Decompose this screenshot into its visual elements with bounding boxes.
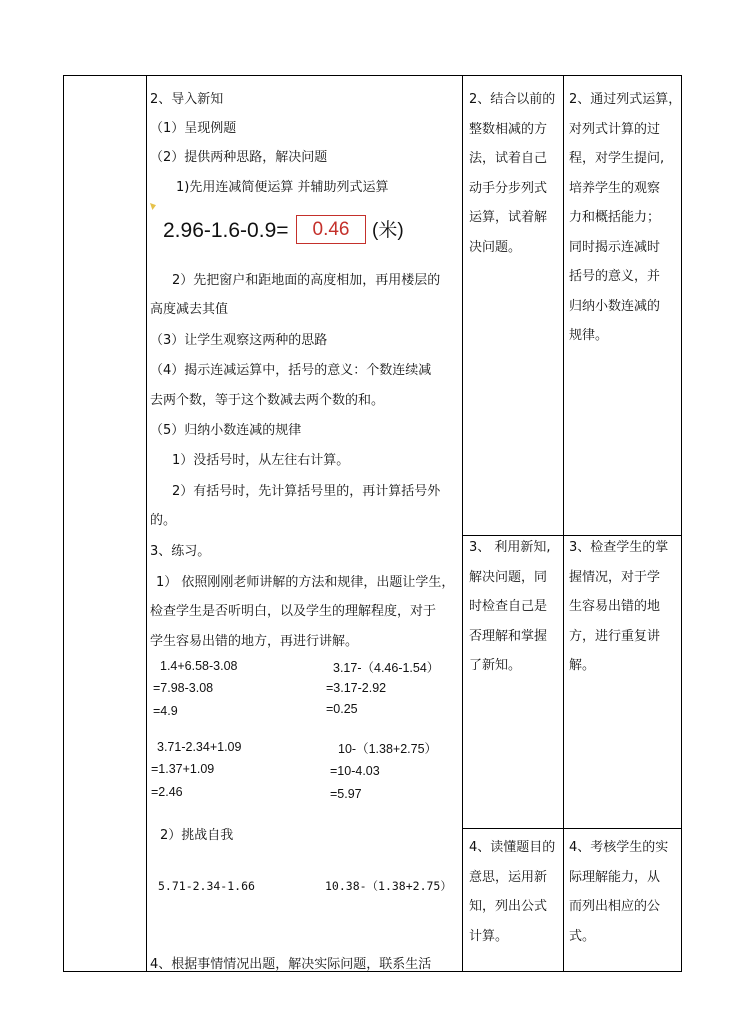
calc-d-line: =10-4.03 (330, 764, 380, 778)
design-intent-3 (569, 833, 668, 951)
calc-a-line: =4.9 (153, 704, 178, 718)
calc-a-line: =7.98-3.08 (153, 681, 214, 695)
practice-line-2: 检查学生是否听明白，以及学生的理解程度，对于 (150, 604, 437, 619)
student-activity-line: 时检查自己是 (469, 599, 548, 614)
calc-c-line: =2.46 (151, 785, 183, 799)
formula-expression: 2.96-1.6-0.9= (163, 219, 289, 242)
student-activity-line: 解决问题，同 (469, 569, 548, 585)
student-activity-line: 3、 利用新知, (469, 540, 551, 555)
step-4-line-1: （4）揭示连减运算中，括号的意义：个数连续减 (150, 363, 432, 378)
student-activity-1 (469, 85, 555, 262)
challenge-a: 5.71-2.34-1.66 (158, 879, 255, 893)
step-3: （3）让学生观察这两种的思路 (150, 333, 328, 348)
rule-2-line-1: 2）有括号时，先计算括号里的，再计算括号外 (172, 484, 441, 499)
student-activity-line: 整数相减的方 (469, 121, 548, 137)
rule-2-line-2: 的。 (150, 513, 177, 528)
design-intent-line: 归纳小数连减的 (569, 298, 661, 314)
design-intent-line: 2、通过列式运算， (569, 92, 682, 107)
design-intent-line: 生容易出错的地 (569, 599, 661, 614)
calc-d-line: =5.97 (330, 787, 362, 801)
design-intent-line: 对列式计算的过 (569, 121, 661, 137)
calc-c-line: 3.71-2.34+1.09 (157, 740, 242, 754)
column-divider-1 (146, 75, 147, 972)
student-activity-line: 计算。 (469, 928, 509, 944)
student-activity-3 (469, 833, 555, 951)
practice-line-1: 1） 依照刚刚老师讲解的方法和规律，出题让学生， (156, 575, 455, 590)
design-intent-line: 解。 (569, 658, 596, 673)
design-intent-line: 际理解能力，从 (569, 869, 661, 885)
calc-a-line: 1.4+6.58-3.08 (160, 659, 238, 673)
design-intent-line: 培养学生的观察 (569, 180, 661, 196)
section-2-title: 2、导入新知 (150, 92, 224, 107)
idea-2-line-1: 2）先把窗户和距地面的高度相加，再用楼层的 (172, 273, 441, 288)
step-4-line-2: 去两个数，等于这个数减去两个数的和。 (150, 393, 385, 408)
practice-line-3: 学生容易出错的地方，再进行讲解。 (150, 634, 359, 649)
calc-b-line: =3.17-2.92 (326, 681, 387, 695)
design-intent-line: 方，进行重复讲 (569, 628, 661, 644)
student-activity-line: 了新知。 (469, 658, 522, 673)
rule-1: 1）没括号时，从左往右计算。 (172, 453, 350, 468)
challenge-title: 2）挑战自我 (160, 828, 234, 843)
design-intent-line: 力和概括能力； (569, 210, 661, 225)
student-activity-line: 决问题。 (469, 239, 522, 255)
student-activity-2 (469, 533, 551, 681)
student-activity-line: 动手分步列式 (469, 180, 548, 196)
design-intent-1 (569, 85, 681, 351)
design-intent-line: 握情况，对于学 (569, 569, 661, 585)
idea-1: 1)先用连减简便运算 并辅助列式运算 (176, 180, 389, 195)
design-intent-line: 而列出相应的公 (569, 899, 661, 914)
design-intent-line: 规律。 (569, 328, 609, 343)
step-1: （1）呈现例题 (150, 121, 237, 136)
row-divider-2 (462, 828, 682, 829)
student-activity-line: 2、结合以前的 (469, 92, 556, 107)
design-intent-line: 式。 (569, 928, 596, 944)
idea-2-line-2: 高度减去其值 (150, 302, 229, 317)
design-intent-line: 3、检查学生的掌 (569, 540, 669, 555)
design-intent-line: 程，对学生提问, (569, 151, 665, 166)
calc-c-line: =1.37+1.09 (151, 762, 215, 776)
section-4-title: 4、根据事情情况出题，解决实际问题，联系生活 (150, 957, 432, 972)
student-activity-line: 4、读懂题目的 (469, 840, 556, 855)
calc-d-line: 10-（1.38+2.75） (338, 742, 438, 756)
step-5: （5）归纳小数连减的规律 (150, 423, 302, 438)
step-2: （2）提供两种思路，解决问题 (150, 150, 328, 165)
student-activity-line: 否理解和掌握 (469, 628, 548, 644)
student-activity-line: 运算，试着解 (469, 210, 548, 225)
student-activity-line: 意思，运用新 (469, 869, 548, 885)
calc-b-line: 3.17-（4.46-1.54） (333, 661, 440, 675)
section-3-title: 3、练习。 (150, 544, 211, 559)
formula-unit: (米) (372, 220, 404, 241)
design-intent-line: 同时揭示连减时 (569, 239, 661, 255)
design-intent-2 (569, 533, 668, 681)
calc-b-line: =0.25 (326, 702, 358, 716)
column-divider-3 (563, 75, 564, 972)
student-activity-line: 知，列出公式 (469, 899, 548, 914)
challenge-b: 10.38-（1.38+2.75） (325, 879, 452, 893)
formula-answer: 0.46 (296, 215, 366, 244)
column-divider-2 (462, 75, 463, 972)
design-intent-line: 4、考核学生的实 (569, 840, 669, 855)
student-activity-line: 法，试着自己 (469, 151, 548, 166)
design-intent-line: 括号的意义，并 (569, 269, 661, 284)
